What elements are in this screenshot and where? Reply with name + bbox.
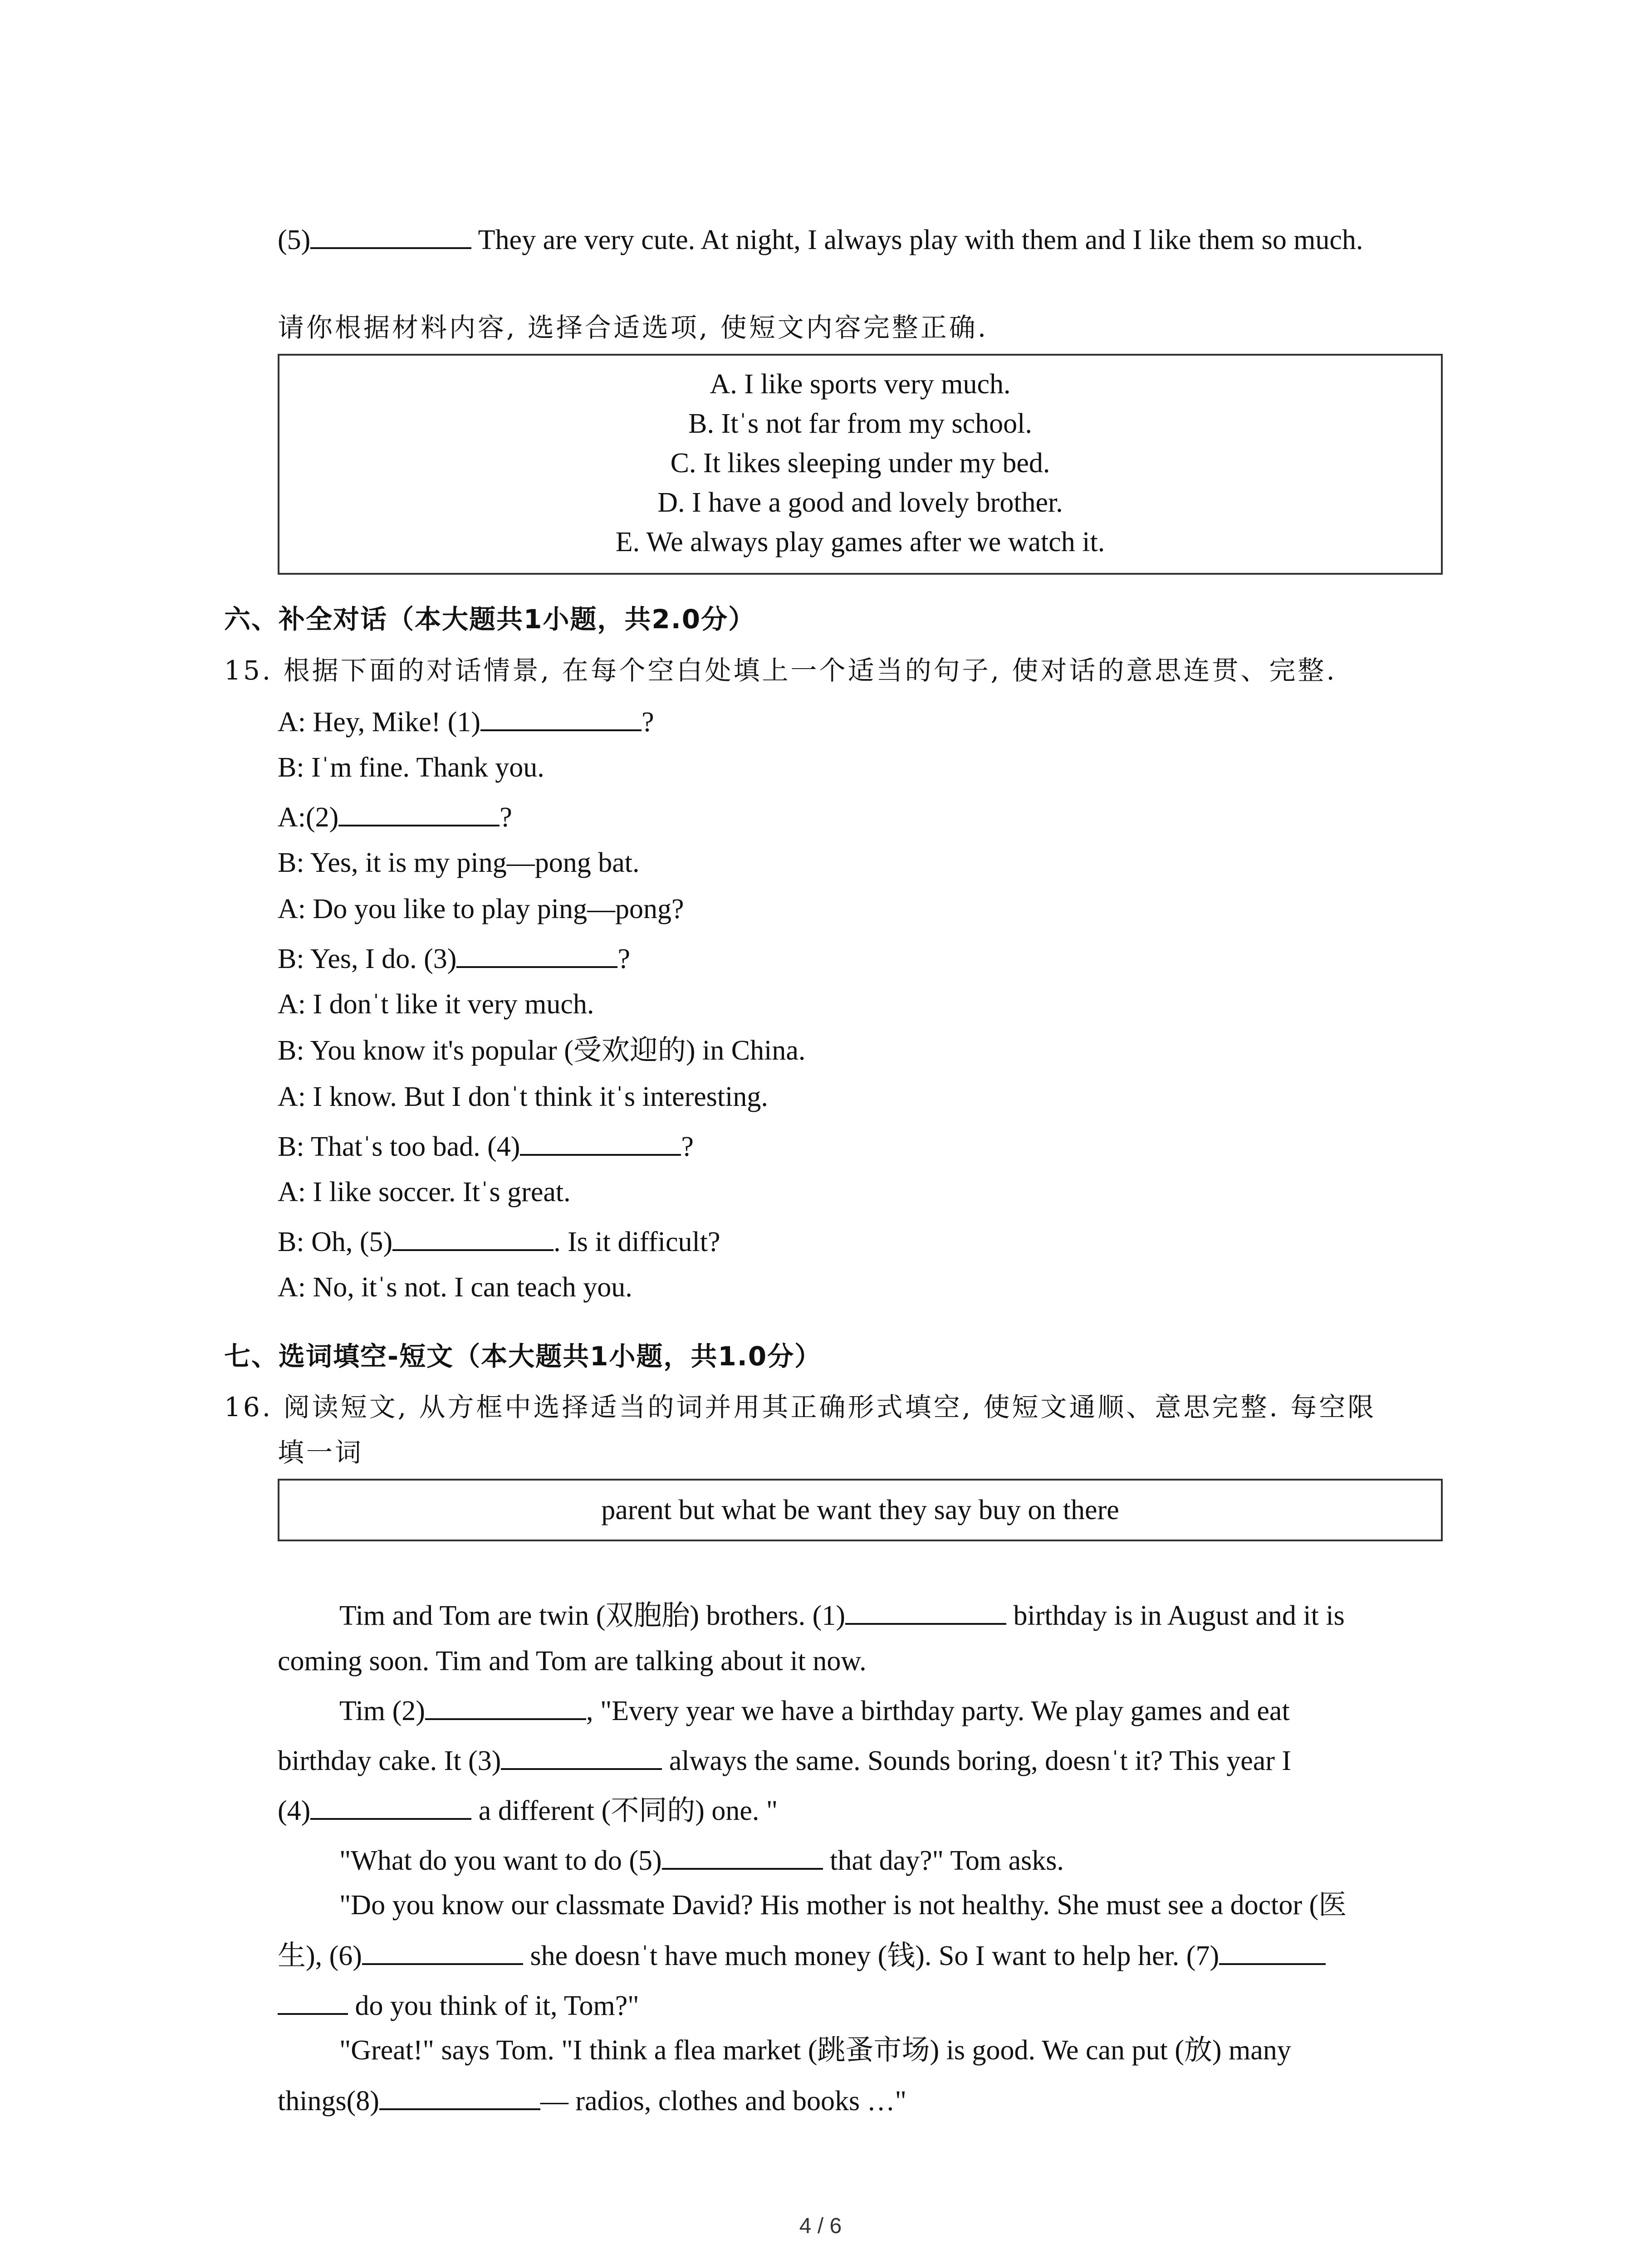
passage-line: "Great!" says Tom. "I think a flea market (跳蚤市场) is good. We can put (放) many (339, 2035, 1291, 2066)
answer-blank[interactable] (520, 1128, 681, 1156)
dialogue-line: B: Iˈm fine. Thank you. (278, 752, 544, 783)
word-bank: parent but what be want they say buy on there (601, 1495, 1119, 1525)
answer-blank[interactable] (501, 1742, 662, 1770)
passage-line: do you think of it, Tom?" (278, 1987, 639, 2024)
q15-instruction: 15. 根据下面的对话情景, 在每个空白处填上一个适当的句子, 使对话的意思连贯、完整. (224, 655, 1337, 686)
passage-line: "What do you want to do (5) that day?" Tom asks. (339, 1842, 1064, 1879)
option-b: B. Itˈs not far from my school. (688, 408, 1032, 439)
answer-blank[interactable] (338, 798, 500, 826)
q14-instruction: 请你根据材料内容, 选择合适选项, 使短文内容完整正确. (278, 312, 989, 343)
question-number: 15. (224, 655, 273, 686)
passage-line: coming soon. Tim and Tom are talking about it now. (278, 1646, 867, 1677)
option-d: D. I have a good and lovely brother. (657, 487, 1063, 518)
dialogue-line: B: Yes, it is my ping—pong bat. (278, 847, 640, 878)
passage-line: (4) a different (不同的) one. " (278, 1792, 778, 1829)
dialogue-line: B: Yes, I do. (3) ? (278, 940, 630, 977)
question-number: 16. (224, 1392, 273, 1422)
word-bank-box (278, 1479, 1443, 1541)
answer-blank[interactable] (845, 1597, 1006, 1625)
answer-blank[interactable] (278, 1987, 348, 2015)
q16-instruction: 16. 阅读短文, 从方框中选择适当的词并用其正确形式填空, 使短文通顺、意思完整. 每空限 (224, 1392, 1376, 1422)
passage-line: things(8) — radios, clothes and books …" (278, 2082, 906, 2119)
q14-options-box (278, 354, 1443, 575)
page-number: 4 / 6 (799, 2214, 842, 2238)
passage-line: birthday cake. It (3) always the same. Sounds boring, doesnˈt it? This year I (278, 1742, 1291, 1779)
answer-blank[interactable] (310, 221, 471, 249)
dialogue-line: B: Oh, (5) . Is it difficult? (278, 1223, 720, 1260)
answer-blank[interactable] (392, 1223, 554, 1251)
section-7-heading: 七、选词填空-短文（本大题共1小题，共1.0分） (224, 1341, 822, 1372)
q16-instruction-cont: 填一词 (278, 1437, 364, 1468)
dialogue-line: B: You know it's popular (受欢迎的) in China. (278, 1035, 806, 1066)
answer-blank[interactable] (379, 2082, 540, 2110)
answer-blank[interactable] (310, 1792, 471, 1820)
option-e: E. We always play games after we watch it. (615, 527, 1105, 557)
answer-blank[interactable] (425, 1692, 586, 1720)
answer-blank[interactable] (480, 703, 642, 731)
dialogue-line: A: I donˈt like it very much. (278, 989, 594, 1020)
section-6-heading: 六、补全对话（本大题共1小题，共2.0分） (224, 604, 756, 635)
answer-blank[interactable] (1219, 1937, 1326, 1965)
dialogue-line: A: I know. But I donˈt think itˈs interesting. (278, 1081, 768, 1112)
answer-blank[interactable] (362, 1937, 523, 1965)
passage-line: Tim and Tom are twin (双胞胎) brothers. (1) birthday is in August and it is (339, 1597, 1345, 1634)
dialogue-line: B: Thatˈs too bad. (4) ? (278, 1128, 694, 1165)
dialogue-line: A: Hey, Mike! (1) ? (278, 703, 654, 740)
answer-blank[interactable] (662, 1842, 823, 1870)
option-c: C. It likes sleeping under my bed. (670, 448, 1050, 479)
passage-line: Tim (2) , "Every year we have a birthday party. We play games and eat (339, 1692, 1290, 1729)
passage-line: "Do you know our classmate David? His mother is not healthy. She must see a doctor (医 (339, 1890, 1347, 1921)
passage-line: 生), (6) she doesnˈt have much money (钱). So I want to help her. (7) (278, 1937, 1326, 1974)
option-a: A. I like sports very much. (710, 369, 1011, 400)
dialogue-line: A: I like soccer. Itˈs great. (278, 1177, 571, 1207)
dialogue-line: A:(2) ? (278, 798, 512, 836)
q14-line-5: (5) They are very cute. At night, I always play with them and I like them so much. (278, 221, 1363, 258)
answer-blank[interactable] (456, 940, 617, 968)
dialogue-line: A: Do you like to play ping—pong? (278, 894, 684, 924)
dialogue-line: A: No, itˈs not. I can teach you. (278, 1272, 632, 1303)
